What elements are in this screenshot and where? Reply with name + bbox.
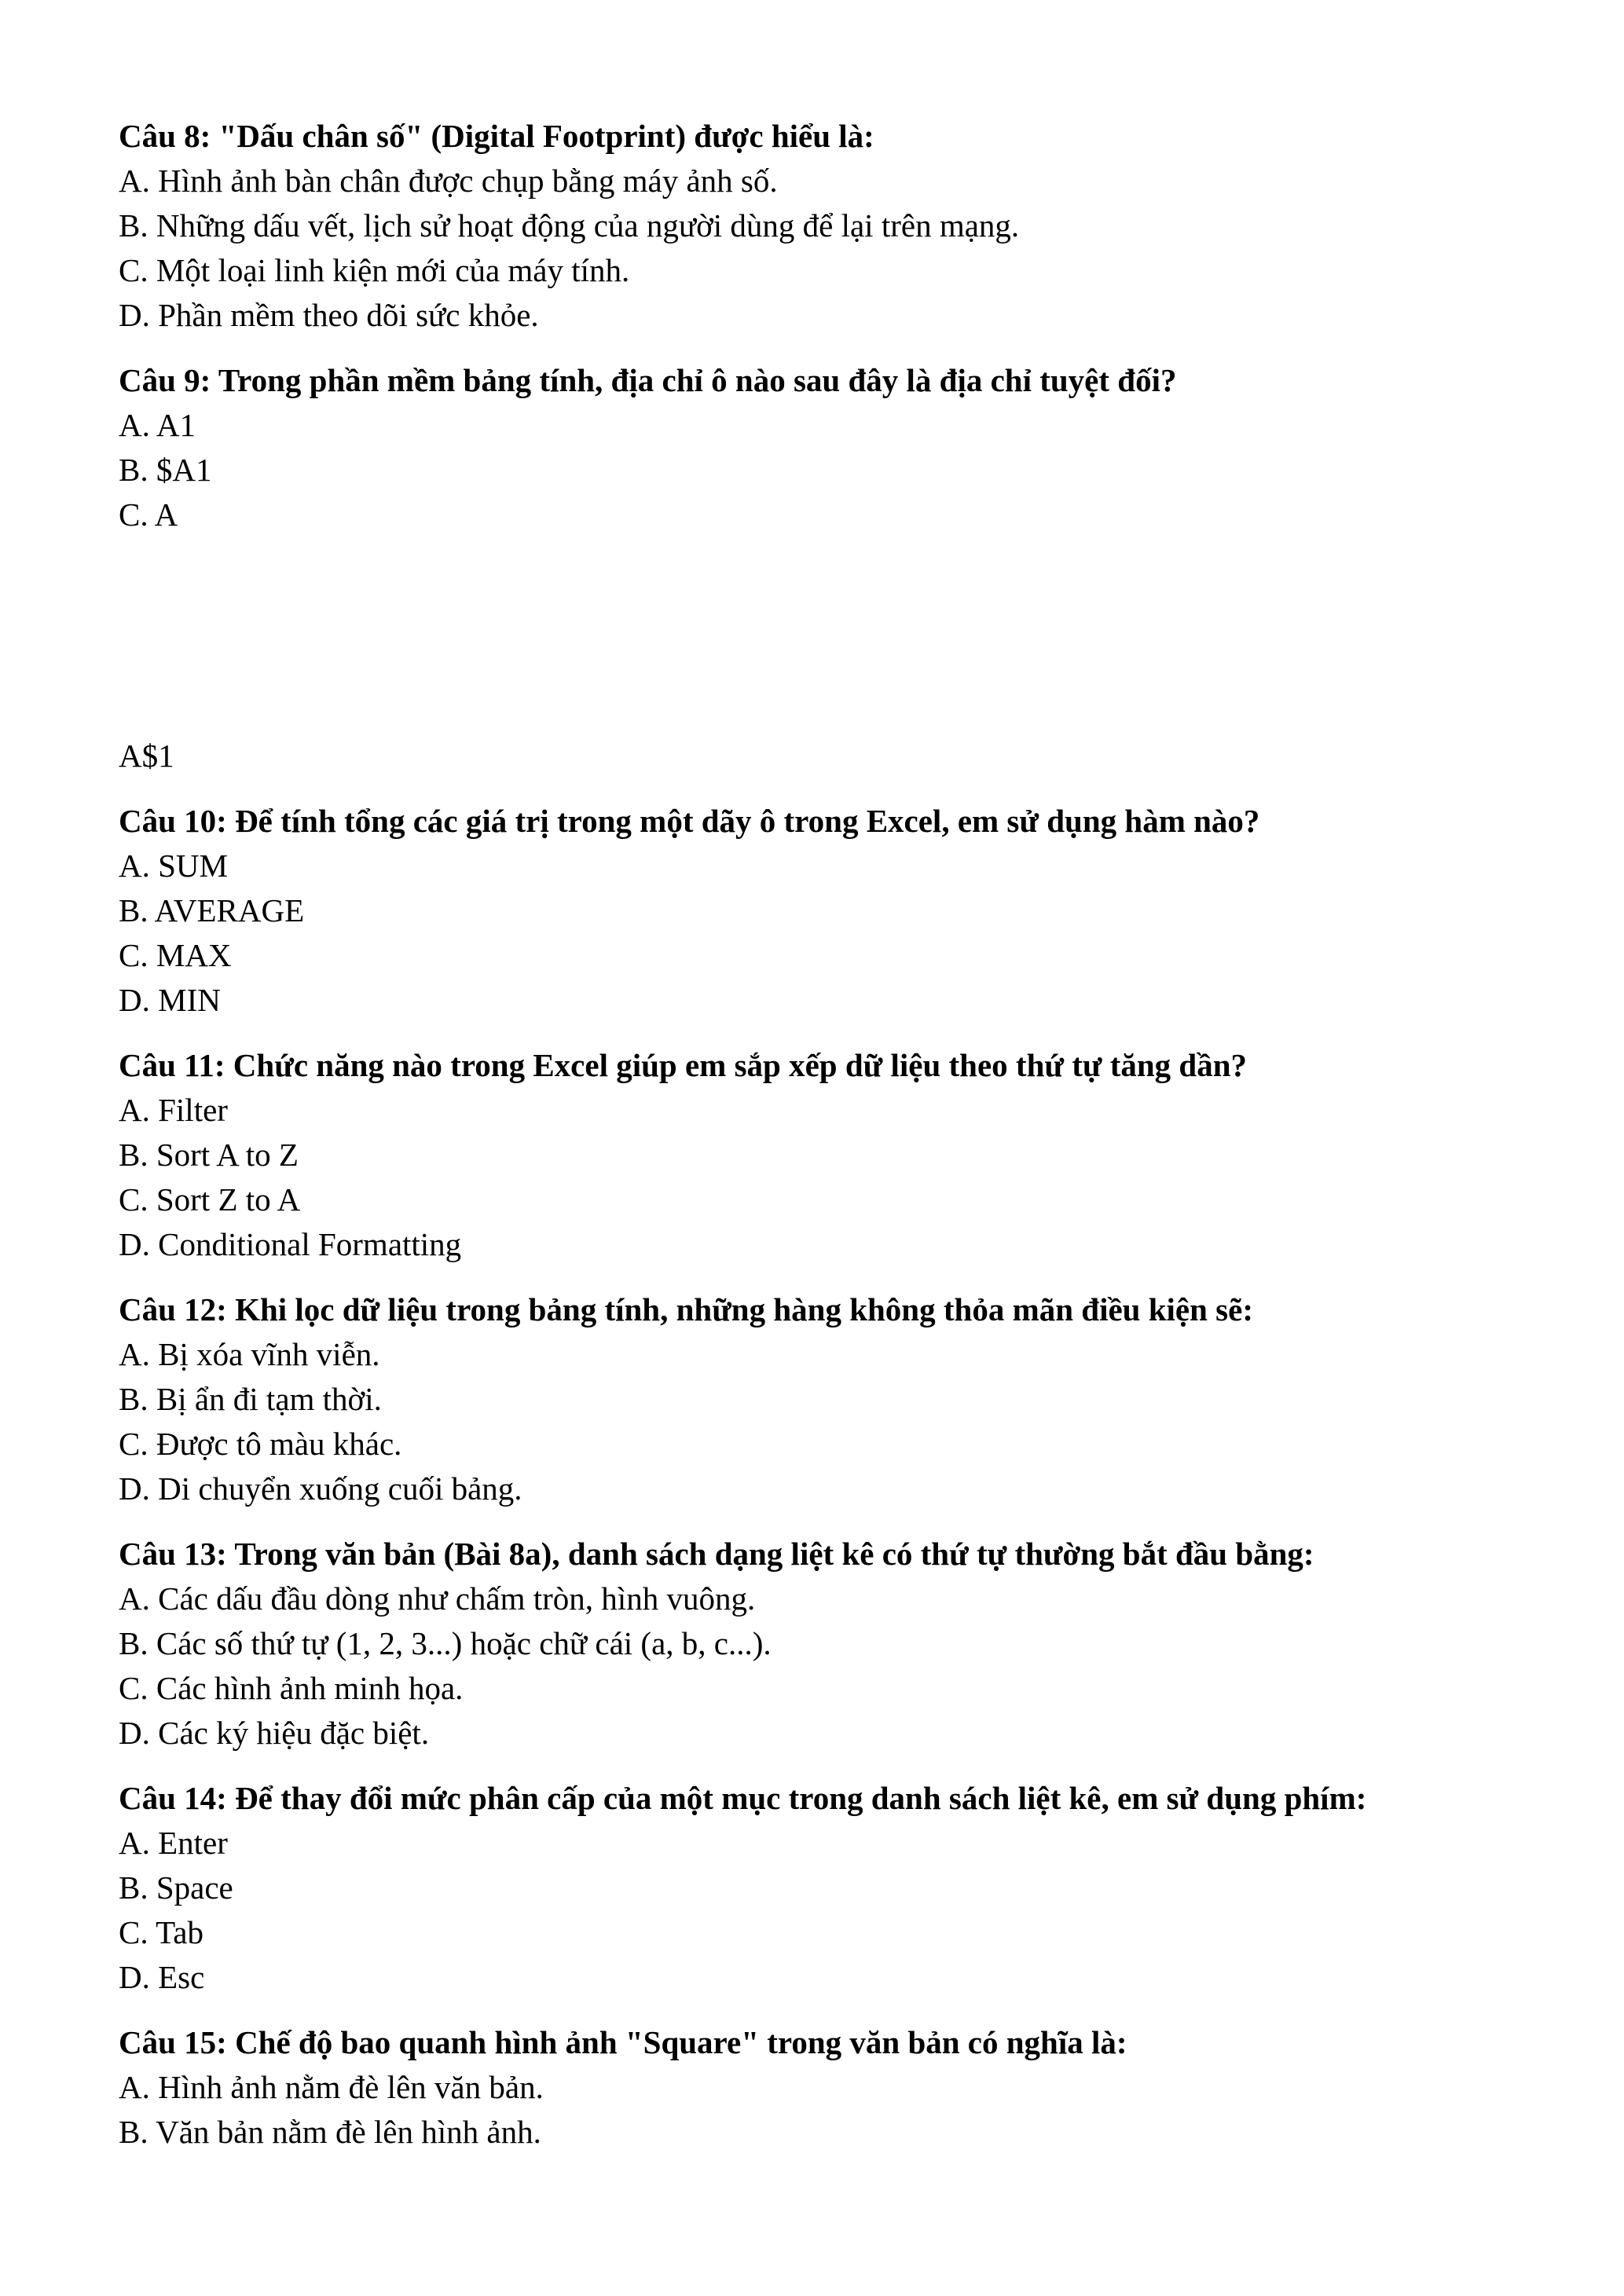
option-a: A. Filter xyxy=(119,1092,228,1128)
question-title: Câu 10: Để tính tổng các giá trị trong một dãy ô trong Excel, em sử dụng hàm nào? xyxy=(119,803,1260,839)
question-12 xyxy=(119,1287,1533,1511)
option-c: C. A xyxy=(119,496,178,533)
option-a: A. Bị xóa vĩnh viễn. xyxy=(119,1336,380,1372)
option-b: B. Space xyxy=(119,1869,233,1906)
option-b: B. Văn bản nằm đè lên hình ảnh. xyxy=(119,2114,541,2150)
option-c: C. Tab xyxy=(119,1914,203,1950)
question-title: Câu 8: "Dấu chân số" (Digital Footprint) được hiểu là: xyxy=(119,118,874,154)
option-d: D. Di chuyển xuống cuối bảng. xyxy=(119,1470,522,1507)
question-title: Câu 15: Chế độ bao quanh hình ảnh "Square" trong văn bản có nghĩa là: xyxy=(119,2024,1127,2060)
option-d: D. Conditional Formatting xyxy=(119,1226,462,1262)
question-title: Câu 11: Chức năng nào trong Excel giúp em sắp xếp dữ liệu theo thứ tự tăng dần? xyxy=(119,1047,1248,1083)
option-b: B. Các số thứ tự (1, 2, 3...) hoặc chữ cái (a, b, c...). xyxy=(119,1625,772,1661)
question-13 xyxy=(119,1532,1533,1756)
option-c: C. Sort Z to A xyxy=(119,1181,301,1218)
question-9 xyxy=(119,358,1533,778)
question-title: Câu 12: Khi lọc dữ liệu trong bảng tính, những hàng không thỏa mãn điều kiện sẽ: xyxy=(119,1291,1253,1327)
option-c: C. Một loại linh kiện mới của máy tính. xyxy=(119,252,630,288)
question-11 xyxy=(119,1043,1533,1267)
question-10 xyxy=(119,799,1533,1023)
option-b: B. Sort A to Z xyxy=(119,1137,299,1173)
option-b: B. AVERAGE xyxy=(119,892,305,928)
blank-space xyxy=(119,537,1533,734)
option-b: B. $A1 xyxy=(119,452,212,488)
option-d: D. Các ký hiệu đặc biệt. xyxy=(119,1715,430,1751)
option-a: A. SUM xyxy=(119,848,228,884)
option-c: C. Được tô màu khác. xyxy=(119,1426,402,1462)
option-c: C. MAX xyxy=(119,937,232,973)
option-d: D. Phần mềm theo dõi sức khỏe. xyxy=(119,297,539,333)
option-b: B. Những dấu vết, lịch sử hoạt động của người dùng để lại trên mạng. xyxy=(119,207,1020,244)
question-8 xyxy=(119,114,1533,338)
question-title: Câu 14: Để thay đổi mức phân cấp của một mục trong danh sách liệt kê, em sử dụng phím: xyxy=(119,1780,1367,1816)
option-d: D. MIN xyxy=(119,982,221,1018)
option-a: A. Hình ảnh bàn chân được chụp bằng máy ảnh số. xyxy=(119,163,778,199)
question-title: Câu 9: Trong phần mềm bảng tính, địa chỉ ô nào sau đây là địa chỉ tuyệt đối? xyxy=(119,362,1177,398)
option-a: A. A1 xyxy=(119,407,196,443)
quiz-content xyxy=(119,114,1533,2155)
stray-option-text: A$1 xyxy=(119,738,174,774)
option-b: B. Bị ẩn đi tạm thời. xyxy=(119,1381,382,1417)
question-title: Câu 13: Trong văn bản (Bài 8a), danh sách dạng liệt kê có thứ tự thường bắt đầu bằng: xyxy=(119,1536,1314,1572)
option-d: D. Esc xyxy=(119,1959,205,1995)
question-15 xyxy=(119,2020,1533,2155)
question-14 xyxy=(119,1776,1533,2000)
option-a: A. Hình ảnh nằm đè lên văn bản. xyxy=(119,2069,544,2105)
option-a: A. Enter xyxy=(119,1825,228,1861)
option-a: A. Các dấu đầu dòng như chấm tròn, hình vuông. xyxy=(119,1580,756,1617)
option-c: C. Các hình ảnh minh họa. xyxy=(119,1670,464,1706)
